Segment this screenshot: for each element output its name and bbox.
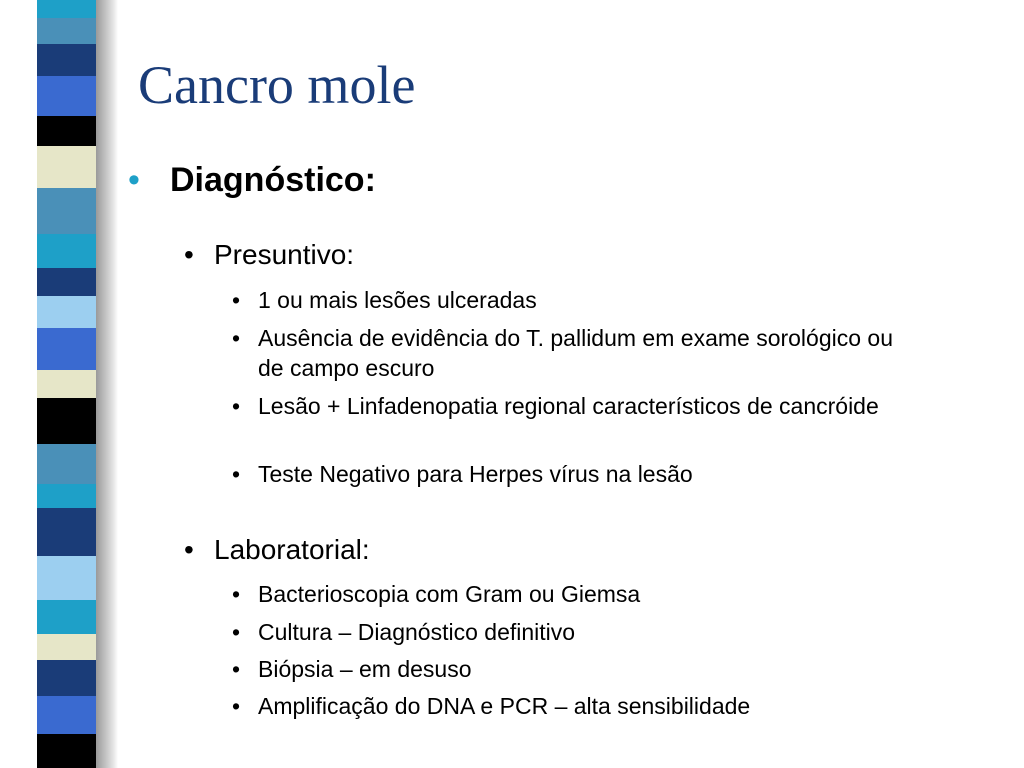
list-item-text: Lesão + Linfadenopatia regional característicos de cancróide	[258, 393, 879, 419]
bullet-icon: •	[128, 161, 140, 199]
stripe-bar-graphic	[37, 0, 96, 768]
slide-title: Cancro mole	[138, 55, 416, 115]
list-item	[232, 579, 932, 609]
list-item	[232, 391, 932, 421]
list-item-text: Cultura – Diagnóstico definitivo	[258, 619, 576, 645]
bullet-icon: •	[184, 534, 194, 565]
bullet-icon: •	[232, 619, 241, 645]
bullet-icon: •	[232, 393, 241, 419]
section-label: Laboratorial:	[214, 534, 370, 565]
decorative-stripe-bar	[37, 0, 96, 768]
list-item	[232, 691, 932, 721]
list-item	[232, 654, 932, 684]
list-item-text: Biópsia – em desuso	[258, 656, 472, 682]
bullet-icon: •	[232, 461, 241, 487]
list-item-text: Ausência de evidência do T. pallidum em exame sorológico ou de campo escuro	[258, 325, 894, 381]
heading-text: Diagnóstico:	[170, 161, 376, 199]
bullet-icon: •	[232, 693, 241, 719]
bullet-icon: •	[184, 239, 194, 270]
bullet-icon: •	[232, 287, 241, 313]
list-item-text: 1 ou mais lesões ulceradas	[258, 287, 537, 313]
list-item	[232, 323, 912, 383]
list-item-text: Amplificação do DNA e PCR – alta sensibilidade	[258, 693, 751, 719]
list-item	[232, 617, 932, 647]
list-item	[232, 285, 932, 315]
list-item	[232, 459, 932, 489]
bullet-icon: •	[232, 325, 241, 351]
section-label: Presuntivo:	[214, 239, 355, 270]
bullet-icon: •	[232, 656, 241, 682]
bullet-icon: •	[232, 581, 241, 607]
decorative-shadow	[96, 0, 118, 768]
list-item-text: Bacterioscopia com Gram ou Giemsa	[258, 581, 641, 607]
list-item-text: Teste Negativo para Herpes vírus na lesão	[258, 461, 693, 487]
